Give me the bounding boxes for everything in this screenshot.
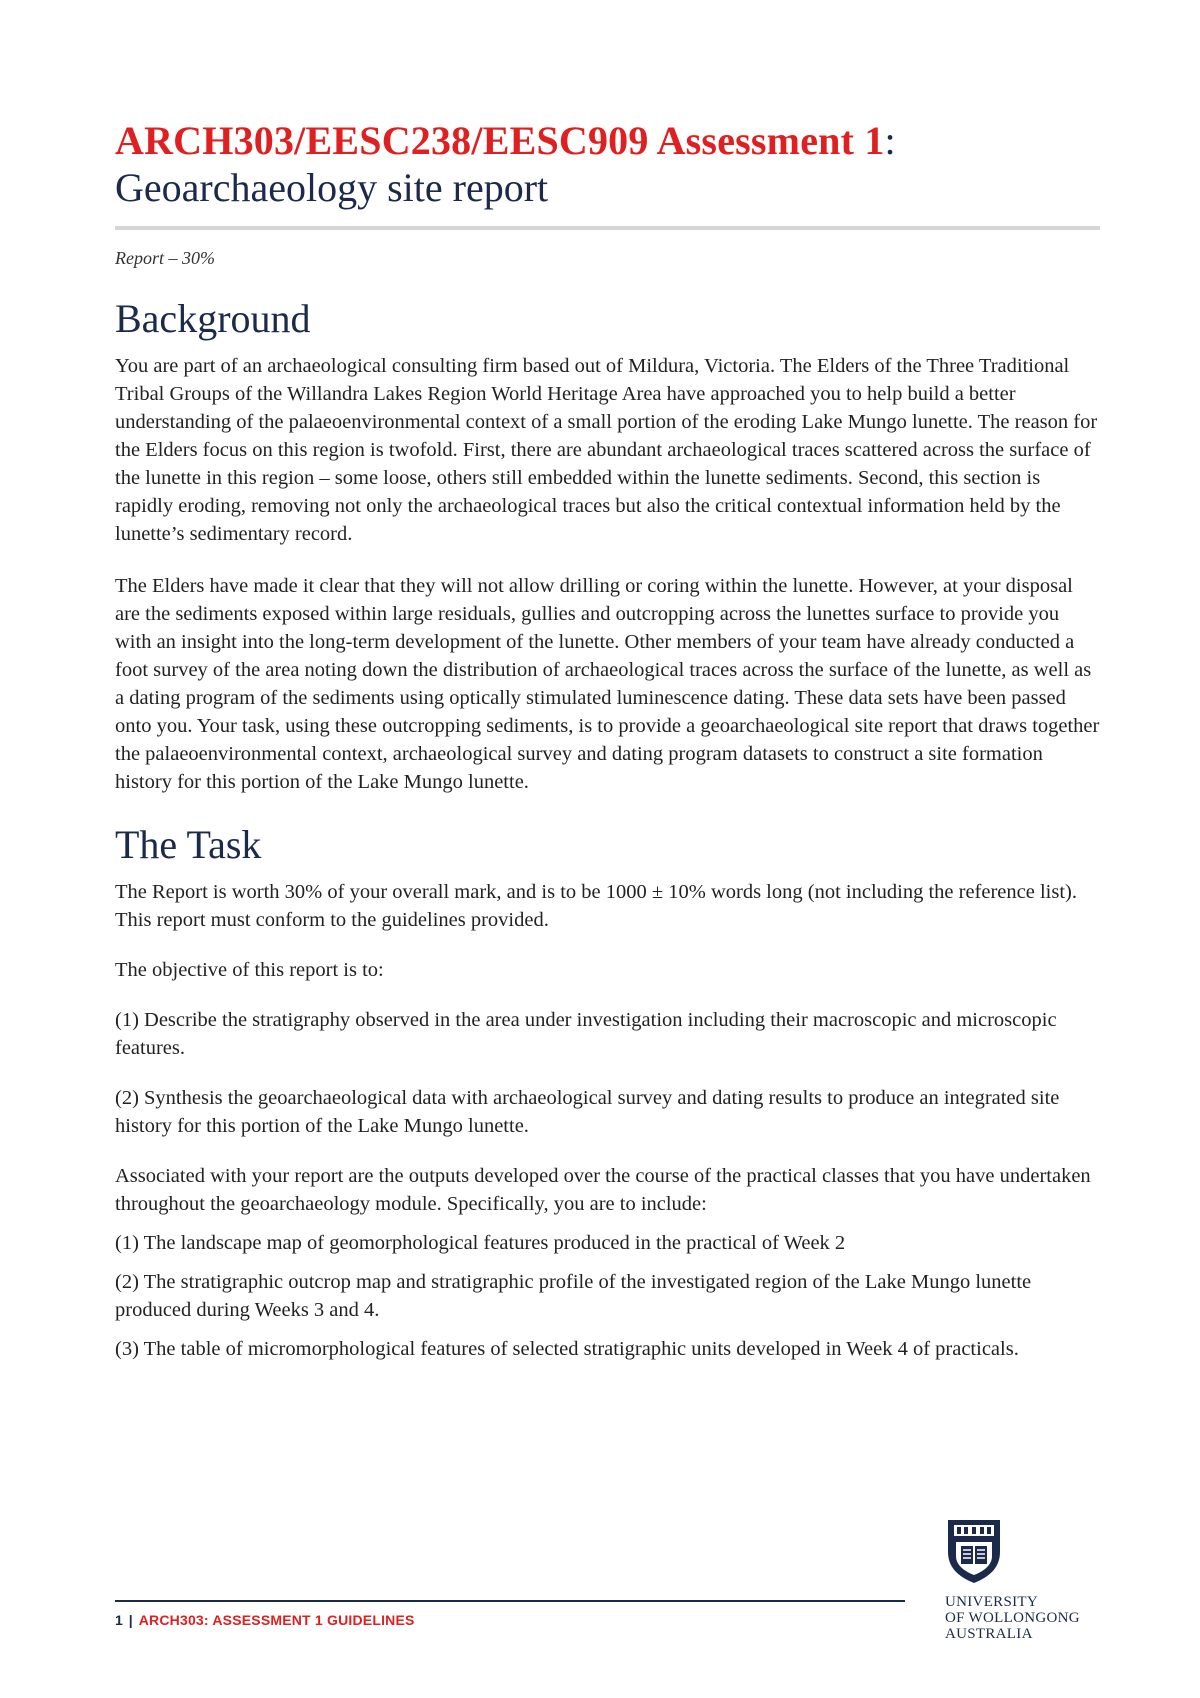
task-heading: The Task	[115, 822, 262, 867]
background-paragraph-2: The Elders have made it clear that they will not allow drilling or coring within the lunette. However, at your disposal are the sediments exposed within large residuals, gullies and outcropping across the lunettes surface to provide you with an insight into the long-term development of the lunette. Other members of your team have already conducted a foot survey of the area noting down the distribution of archaeological traces across the surface of the lunette, as well as a dating program of the sediments using optically stimulated luminescence dating. These data sets have been passed onto you. Your task, using these outcropping sediments, is to provide a geoarchaeological site report that draws together the palaeoenvironmental context, archaeological survey and dating program datasets to construct a site formation history for this portion of the Lake Mungo lunette.	[115, 575, 1100, 793]
university-name-line-3: AUSTRALIA	[945, 1626, 1033, 1642]
background-paragraph-1: You are part of an archaeological consulting firm based out of Mildura, Victoria. The Elders of the Three Traditional Tribal Groups of the Willandra Lakes Region World Heritage Area have approached you to help build a better understanding of the palaeoenvironmental context of a small portion of the eroding Lake Mungo lunette. The reason for the Elders focus on this region is twofold. First, there are abundant archaeological traces scattered across the surface of the lunette in this region – some loose, others still embedded within the lunette sediments. Second, this section is rapidly eroding, removing not only the archaeological traces but also the critical contextual information held by the lunette’s sedimentary record.	[115, 355, 1098, 545]
footer-separator: |	[128, 1612, 133, 1628]
background-heading: Background	[115, 296, 311, 341]
include-item-2: (2) The stratigraphic outcrop map and stratigraphic profile of the investigated region of the Lake Mungo lunette produced during Weeks 3 and 4.	[115, 1271, 1032, 1321]
objective-lead: The objective of this report is to:	[115, 959, 384, 981]
university-name-line-1: UNIVERSITY	[945, 1594, 1038, 1610]
include-item-3: (3) The table of micromorphological features of selected stratigraphic units developed in Week 4 of practicals.	[115, 1338, 1019, 1360]
title-colon: :	[884, 118, 896, 163]
assessment-title	[115, 118, 1100, 164]
footer-doc-label: ARCH303: ASSESSMENT 1 GUIDELINES	[138, 1612, 415, 1628]
objective-item-1: (1) Describe the stratigraphy observed in the area under investigation including their macroscopic and microscopic features.	[115, 1009, 1057, 1059]
university-name-line-2: OF WOLLONGONG	[945, 1610, 1080, 1626]
page-content	[115, 118, 1100, 1363]
page-number: 1	[115, 1612, 123, 1628]
title-divider	[115, 226, 1100, 230]
university-name	[945, 1594, 1080, 1642]
assessment-subtitle: Geoarchaeology site report	[115, 165, 549, 210]
university-crest-icon	[944, 1516, 1004, 1586]
assessment-title-main: ARCH303/EESC238/EESC909 Assessment 1	[115, 118, 885, 163]
task-intro: The Report is worth 30% of your overall mark, and is to be 1000 ± 10% words long (not including the reference list). This report must conform to the guidelines provided.	[115, 881, 1077, 931]
include-item-1: (1) The landscape map of geomorphological features produced in the practical of Week 2	[115, 1232, 846, 1254]
page-footer	[115, 1612, 415, 1628]
footer-divider	[115, 1600, 905, 1602]
report-weight: Report – 30%	[115, 248, 215, 268]
objective-item-2: (2) Synthesis the geoarchaeological data with archaeological survey and dating results to produce an integrated site history for this portion of the Lake Mungo lunette.	[115, 1087, 1060, 1137]
associated-outputs: Associated with your report are the outputs developed over the course of the practical classes that you have undertaken throughout the geoarchaeology module. Specifically, you are to include:	[115, 1165, 1091, 1215]
